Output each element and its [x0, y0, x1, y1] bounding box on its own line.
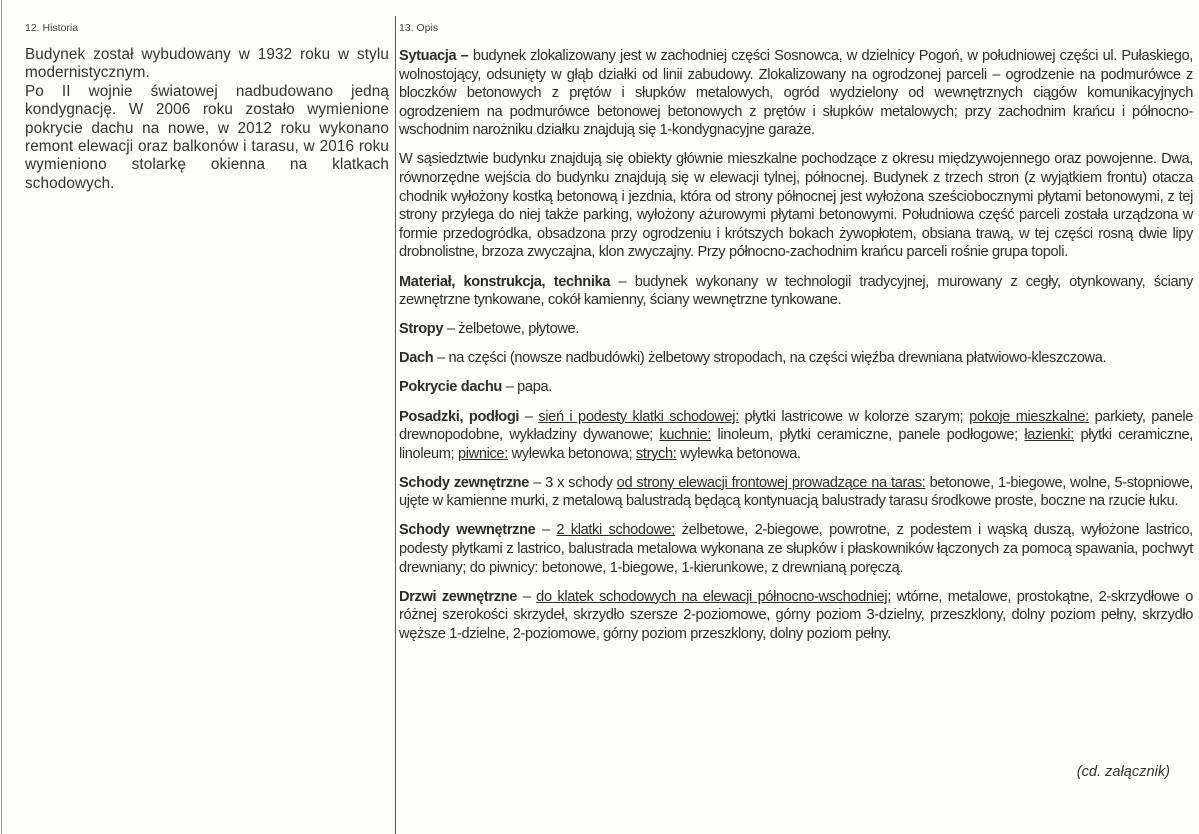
- description-paragraph: [399, 378, 1193, 397]
- section-label: Pokrycie dachu: [399, 379, 502, 396]
- description-heading: 13. Opis: [399, 22, 439, 34]
- continuation-note: (cd. załącznik): [1076, 764, 1170, 780]
- paragraph-text: –: [517, 588, 537, 605]
- underlined-term: do klatek schodowych na elewacji północno-wschodniej;: [536, 588, 891, 605]
- description-paragraph: [399, 47, 1193, 140]
- description-paragraph: [399, 588, 1193, 644]
- section-label: Schody zewnętrzne: [399, 474, 529, 491]
- description-paragraph: [399, 408, 1193, 464]
- paragraph-text: –: [535, 522, 557, 539]
- paragraph-text: linoleum, płytki ceramiczne, panele podłogowe;: [710, 427, 1025, 444]
- section-label: Drzwi zewnętrzne: [399, 588, 518, 605]
- paragraph-text: budynek zlokalizowany jest w zachodniej części Sosnowca, w dzielnicy Pogoń, w południowej części ul. Pułaskiego, wolnostojący, odsunięty w głąb działki od linii zabudowy. Zlokalizowany na ogrodzonej parceli – ogrodzenie na podmurówce z bloczków betonowych z prętów i słupków metalowych, ogród wydzielony od wewnętrznych ciągów komunikacyjnych ogrodzeniem na podmurówce betonowej betonowych z prętów i słupków metalowych; przy zachodnim krańcu i północno-wschodnim narożniku działku znajdują się 1-kondygnacyjne garaże.: [399, 48, 1193, 139]
- paragraph-text: żelbetowe, 2-biegowe, powrotne, z podestem i wąską duszą, wyłożone lastrico, podesty płytkami z lastrico, balustrada metalowa wykonana ze słupków i płaskowników łączonych za pomocą spawania, pochwyt drewniany; do piwnicy: betonowe, 1-biegowe, 1-kierunkowe, z drewnianą poręczą.: [399, 522, 1193, 576]
- underlined-term: strych:: [635, 445, 677, 462]
- paragraph-text: betonowe, 1-biegowe, wolne, 5-stopniowe, ujęte w kamienne murki, z metalową balustradą będącą kontynuacją balustrady tarasu środkowe proste, boczne na rzucie łuku.: [399, 474, 1193, 510]
- description-paragraph: [399, 474, 1193, 511]
- column-divider: [395, 16, 396, 834]
- underlined-term: łazienki:: [1024, 427, 1074, 444]
- description-paragraph: [399, 521, 1193, 577]
- underlined-term: kuchnie:: [659, 427, 711, 444]
- underlined-term: od strony elewacji frontowej prowadzące na taras:: [616, 474, 926, 491]
- history-column: [25, 46, 389, 193]
- history-paragraph: Po II wojnie światowej nadbudowano jedną kondygnację. W 2006 roku zostało wymienione pokrycie dachu na nowe, w 2012 roku wykonano remont elewacji oraz balkonów i tarasu, w 2016 roku wymieniono stolarkę okienna na klatkach schodowych.: [25, 82, 389, 192]
- section-label: Materiał, konstrukcja, technika: [399, 273, 611, 290]
- description-paragraph: [399, 150, 1193, 262]
- description-paragraph: [399, 273, 1193, 310]
- paragraph-text: płytki ceramiczne, linoleum;: [399, 427, 1194, 462]
- paragraph-text: W sąsiedztwie budynku znajdują się obiekty głównie mieszkalne pochodzące z okresu międzywojennego oraz powojenne. Dwa, równorzędne wejścia do budynku znajdują się w elewacji tylnej, północnej. Budynek z trzech stron (z wyjątkiem frontu) otacza chodnik wyłożony kostką betonową i jezdnia, która od strony północnej jest wyłożona sześciobocznymi płytami betonowymi, z tej strony przylega do niej także parking, wyłożony ażurowymi płytami betonowymi. Południowa część parceli została urządzona w formie przedogródka, obsadzona przy ogrodzeniu i krótszych bokach żywopłotem, obsiana trawą, w tej części rosną dwie lipy drobnolistne, brzoza zwyczajna, klon zwyczajny. Przy północno-zachodnim krańcu parceli rośnie grupa topoli.: [399, 151, 1193, 261]
- paragraph-text: wylewka betonowa.: [676, 445, 801, 462]
- section-label: Stropy: [399, 321, 444, 338]
- paragraph-text: płytki lastricowe w kolorze szarym;: [738, 408, 970, 425]
- paragraph-text: – budynek wykonany w technologii tradycyjnej, murowany z cegły, otynkowany, ściany zewnętrzne tynkowane, cokół kamienny, ściany wewnętrzne tynkowane.: [399, 273, 1194, 309]
- underlined-term: piwnice:: [457, 445, 508, 462]
- history-paragraph: Budynek został wybudowany w 1932 roku w stylu modernistycznym.: [25, 46, 389, 82]
- paragraph-text: parkiety, panele drewnopodobne, wykładziny dywanowe;: [399, 408, 1193, 444]
- paragraph-text: –: [519, 408, 539, 425]
- section-label: Schody wewnętrzne: [399, 522, 536, 539]
- section-label: Posadzki, podłogi: [399, 408, 520, 425]
- underlined-term: sień i podesty klatki schodowej:: [538, 408, 739, 425]
- underlined-term: 2 klatki schodowe;: [556, 522, 676, 539]
- description-column: [399, 47, 1193, 654]
- paragraph-text: – żelbetowe, płytowe.: [443, 321, 580, 338]
- underlined-term: pokoje mieszkalne:: [969, 408, 1089, 425]
- paragraph-text: – na części (nowsze nadbudówki) żelbetowy stropodach, na części więźba drewniana płatwiowo-kleszczowa.: [433, 350, 1107, 367]
- paragraph-text: wylewka betonowa;: [507, 445, 636, 462]
- section-label: Dach: [399, 350, 434, 367]
- section-label: Sytuacja –: [399, 48, 473, 64]
- paragraph-text: wtórne, metalowe, prostokątne, 2-skrzydłowe o różnej szerokości skrzydeł, skrzydło szersze 2-poziomowe, górny poziom 3-dzielny, przeszklony, dolny poziom pełny, skrzydło węższe 1-dzielne, 2-poziomowe, górny poziom przeszklony, dolny poziom pełny.: [399, 588, 1193, 642]
- paragraph-text: – papa.: [501, 379, 552, 396]
- description-paragraph: [399, 320, 1193, 339]
- description-paragraph: [399, 349, 1193, 368]
- paragraph-text: – 3 x schody: [528, 474, 617, 491]
- history-heading: 12. Historia: [25, 22, 79, 34]
- page-edge: [1, 0, 2, 834]
